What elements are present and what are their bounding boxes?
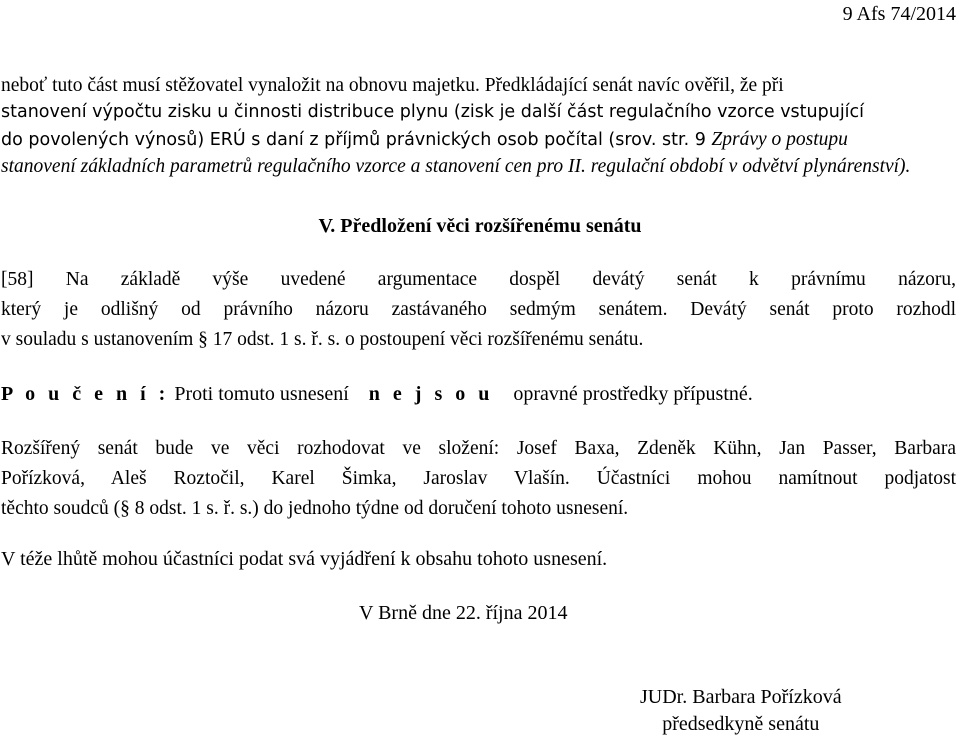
text-segment: do povolených výnosů) ERÚ s daní z příjmů právnických osob počítal (srov. str. 9 [1,130,712,150]
text-line: těchto soudců (§ 8 odst. 1 s. ř. s.) do jednoho týdne od doručení tohoto usnesení. [1,498,629,519]
text-line: Rozšířený senát bude ve věci rozhodovat ve složení: Josef Baxa, Zdeněk Kühn, Jan Passer, Barbara [1,438,956,459]
signature-block [640,684,842,738]
paragraph-senate-composition [1,434,956,524]
section-heading: V. Předložení věci rozšířenému senátu [318,215,642,237]
text-line: Pořízková, Aleš Roztočil, Karel Šimka, Jaroslav Vlašín. Účastníci mohou namítnout podjatost [1,468,956,489]
instruction-text: opravné prostředky přípustné. [513,383,753,405]
report-title-italic: Zprávy o postupu [711,129,848,150]
report-title-italic: stanovení základních parametrů regulačního vzorce a stanovení cen pro II. regulační období v odvětví plynárenství). [1,156,911,177]
text-line [1,126,956,153]
text-line: stanovení výpočtu zisku u činnosti distribuce plynu (zisk je další část regulačního vzorce vstupující [1,102,865,122]
instruction-label: P o u č e n í : [1,383,170,405]
paragraph-deadline: V téže lhůtě mohou účastníci podat svá vyjádření k obsahu tohoto usnesení. [1,548,608,570]
text-line: který je odlišný od právního názoru zastávaného sedmým senátem. Devátý senát proto rozhodl [1,299,956,320]
place-and-date: V Brně dne 22. října 2014 [359,602,568,624]
instruction-emphasis: n e j s o u [368,383,494,405]
text-line: neboť tuto část musí stěžovatel vynaložit na obnovu majetku. Předkládající senát navíc ověřil, že při [1,75,784,96]
legal-instruction [1,381,956,407]
signatory-name: JUDr. Barbara Pořízková [640,686,842,708]
instruction-text: Proti tomuto usnesení [174,383,349,405]
paragraph-58 [1,265,956,355]
signatory-role: předsedkyně senátu [662,713,820,735]
paragraph-intro [1,72,956,180]
text-line: v souladu s ustanovením § 17 odst. 1 s. ř. s. o postoupení věci rozšířenému senátu. [1,329,644,350]
case-number: 9 Afs 74/2014 [842,3,956,25]
text-line: [58] Na základě výše uvedené argumentace dospěl devátý senát k právnímu názoru, [1,269,956,290]
